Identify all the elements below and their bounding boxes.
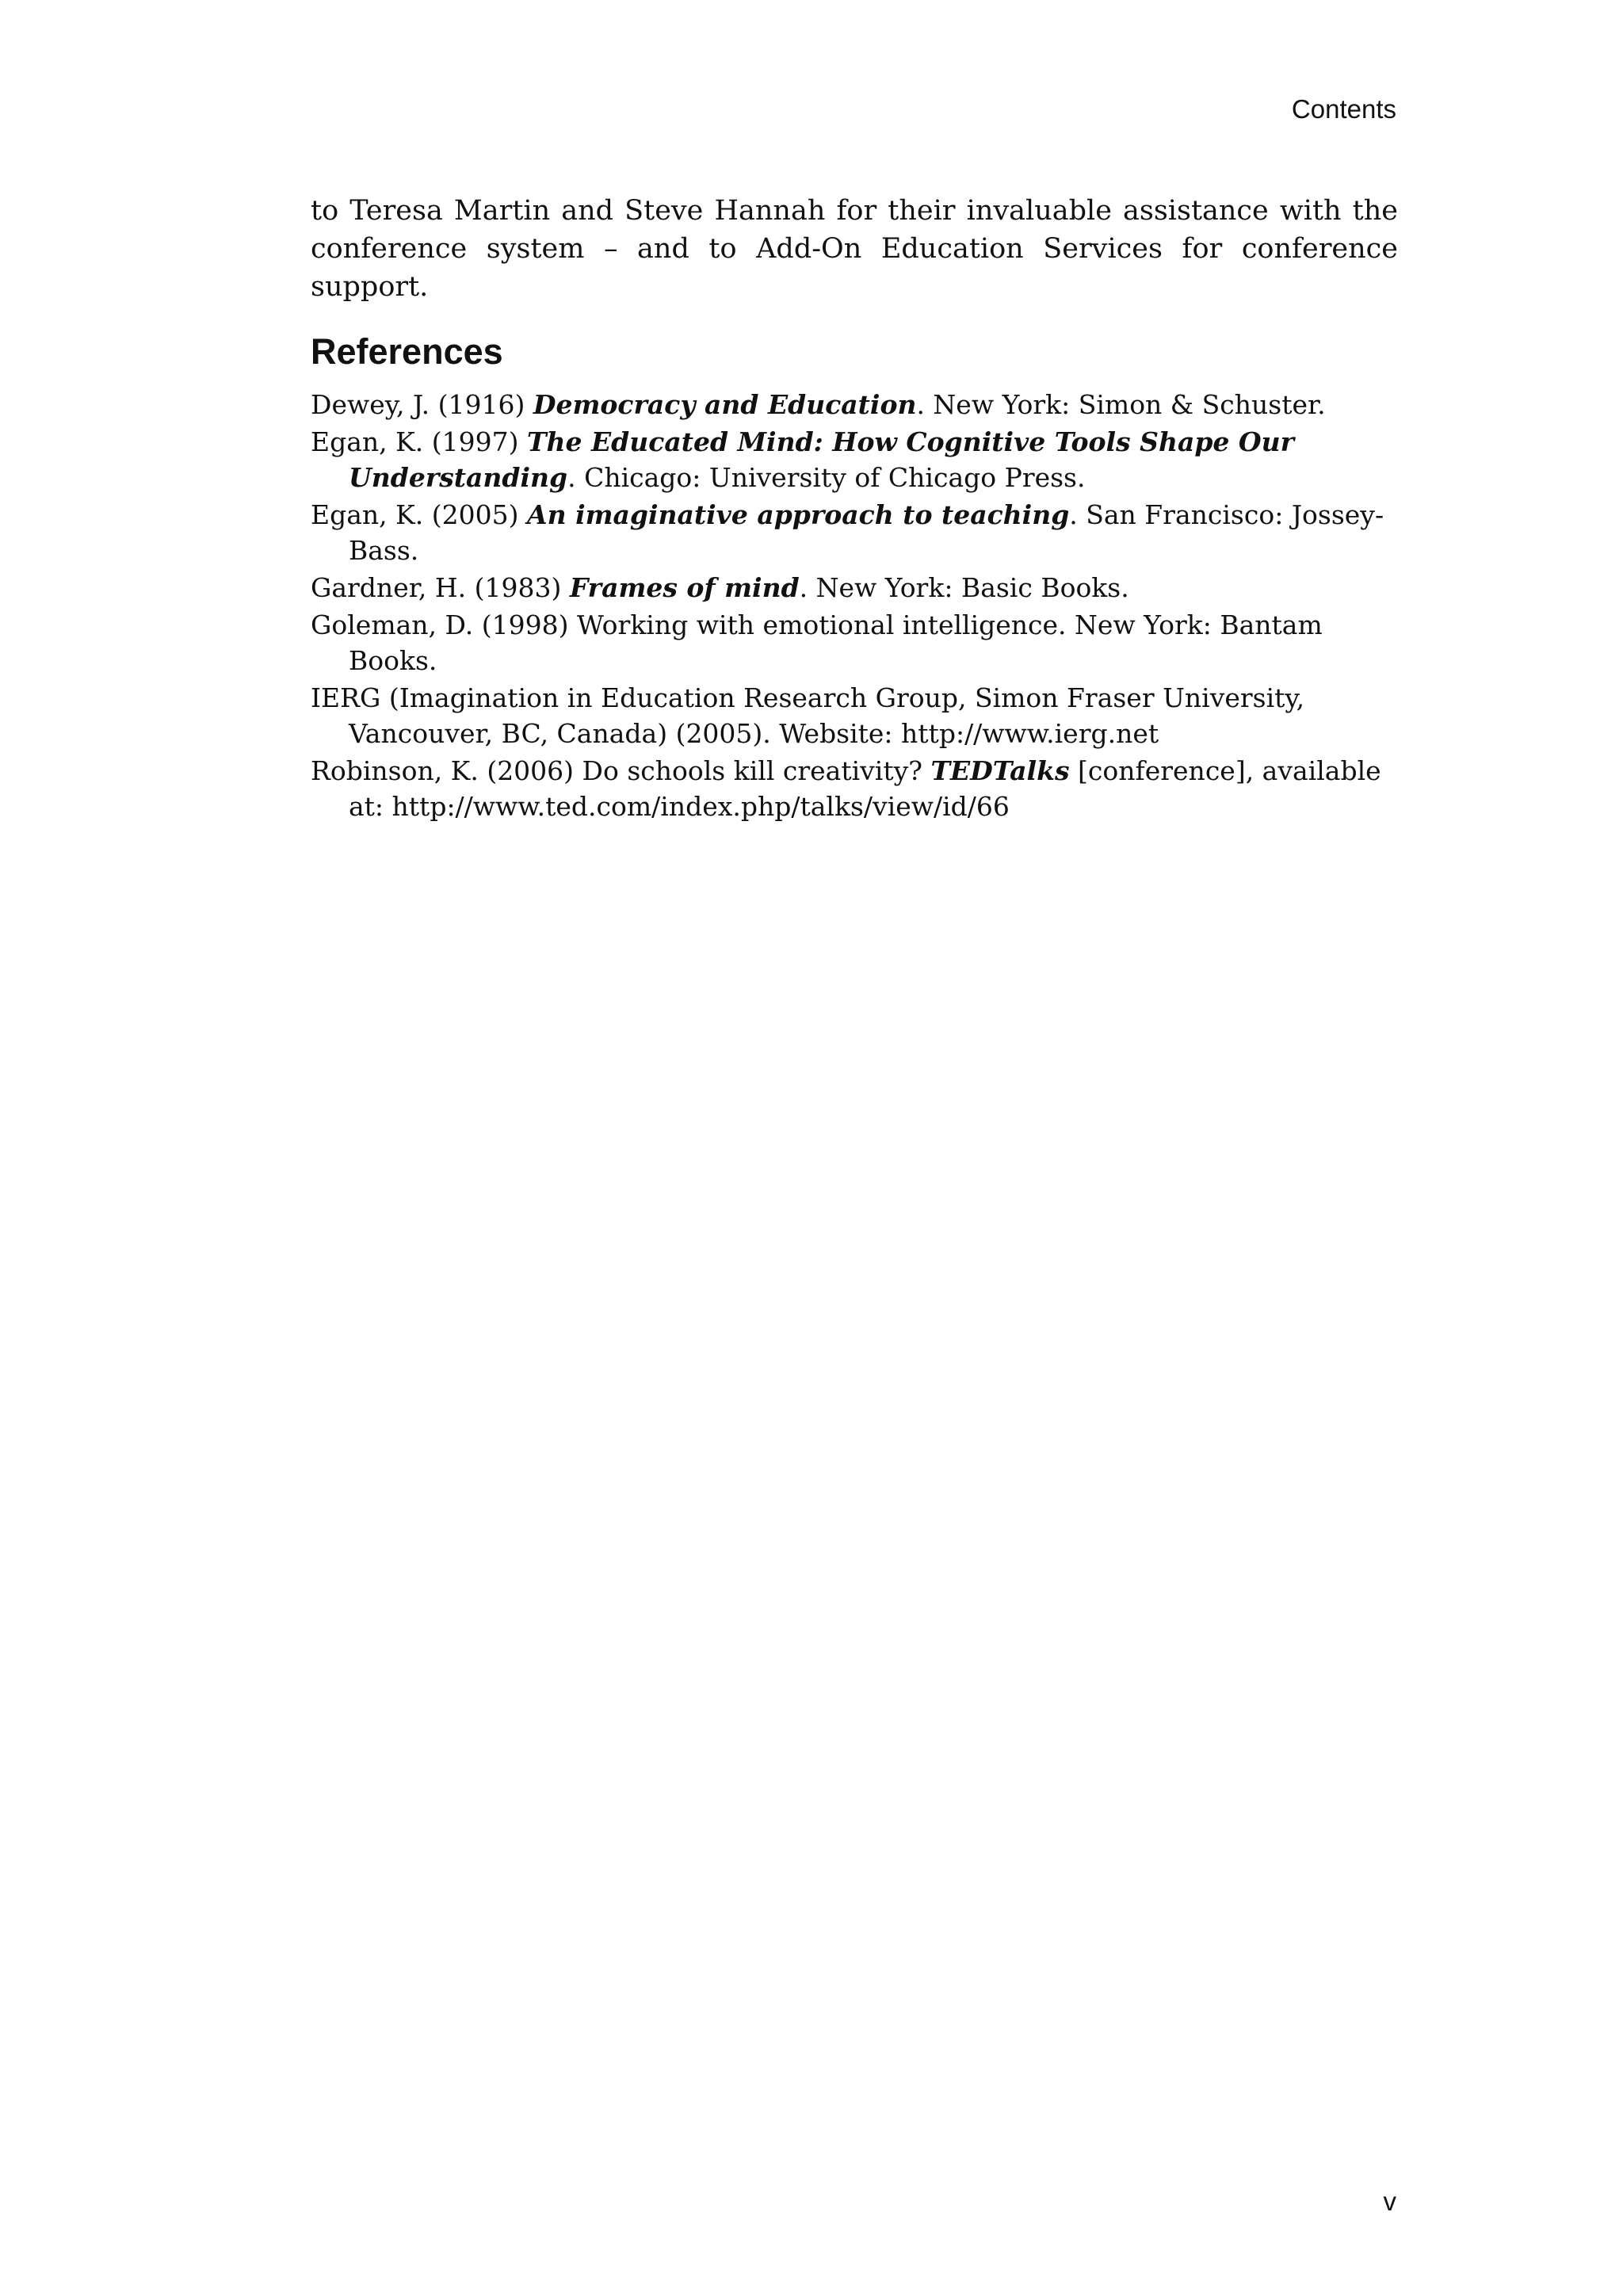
reference-title: Democracy and Education (533, 389, 917, 420)
reference-text: . New York: Simon & Schuster. (916, 389, 1326, 420)
reference-text: . Chicago: University of Chicago Press. (567, 462, 1086, 493)
reference-list (311, 387, 1398, 826)
running-header: Contents (1291, 94, 1396, 124)
references-heading: References (311, 331, 503, 372)
reference-text: . San Francisco: Jossey-Bass. (349, 499, 1384, 566)
reference-item-dewey-1916 (311, 387, 1398, 422)
reference-item-gardner-1983 (311, 570, 1398, 606)
reference-text: Egan, K. (2005) (311, 499, 527, 530)
page-number: v (1383, 2187, 1396, 2216)
reference-title: Frames of mind (569, 572, 800, 603)
reference-text: IERG (Imagination in Education Research Group, Simon Fraser University, Vancouver, BC, Canada) (2005). Website: http://www.ierg.net (311, 682, 1305, 749)
reference-title: TEDTalks (930, 755, 1070, 786)
reference-text: [conference], available at: http://www.ted.com/index.php/talks/view/id/66 (349, 755, 1381, 822)
reference-item-egan-2005 (311, 497, 1398, 568)
reference-text: Gardner, H. (1983) (311, 572, 570, 603)
reference-title: An imaginative approach to teaching (526, 499, 1070, 530)
reference-text: Goleman, D. (1998) Working with emotional intelligence. New York: Bantam Books. (311, 609, 1323, 676)
reference-item-egan-1997 (311, 424, 1398, 495)
reference-item-robinson-2006 (311, 753, 1398, 824)
reference-text: Egan, K. (1997) (311, 426, 527, 457)
reference-item-goleman-1998 (311, 607, 1398, 678)
reference-title: The Educated Mind: How Cognitive Tools Shape Our Understanding (349, 426, 1295, 493)
reference-item-ierg-2005 (311, 680, 1398, 751)
reference-text: Dewey, J. (1916) (311, 389, 533, 420)
reference-text: Robinson, K. (2006) Do schools kill creativity? (311, 755, 931, 786)
intro-paragraph: to Teresa Martin and Steve Hannah for their invaluable assistance with the conference system – and to Add-On Education Services for conference support. (311, 195, 1398, 303)
reference-text: . New York: Basic Books. (799, 572, 1129, 603)
